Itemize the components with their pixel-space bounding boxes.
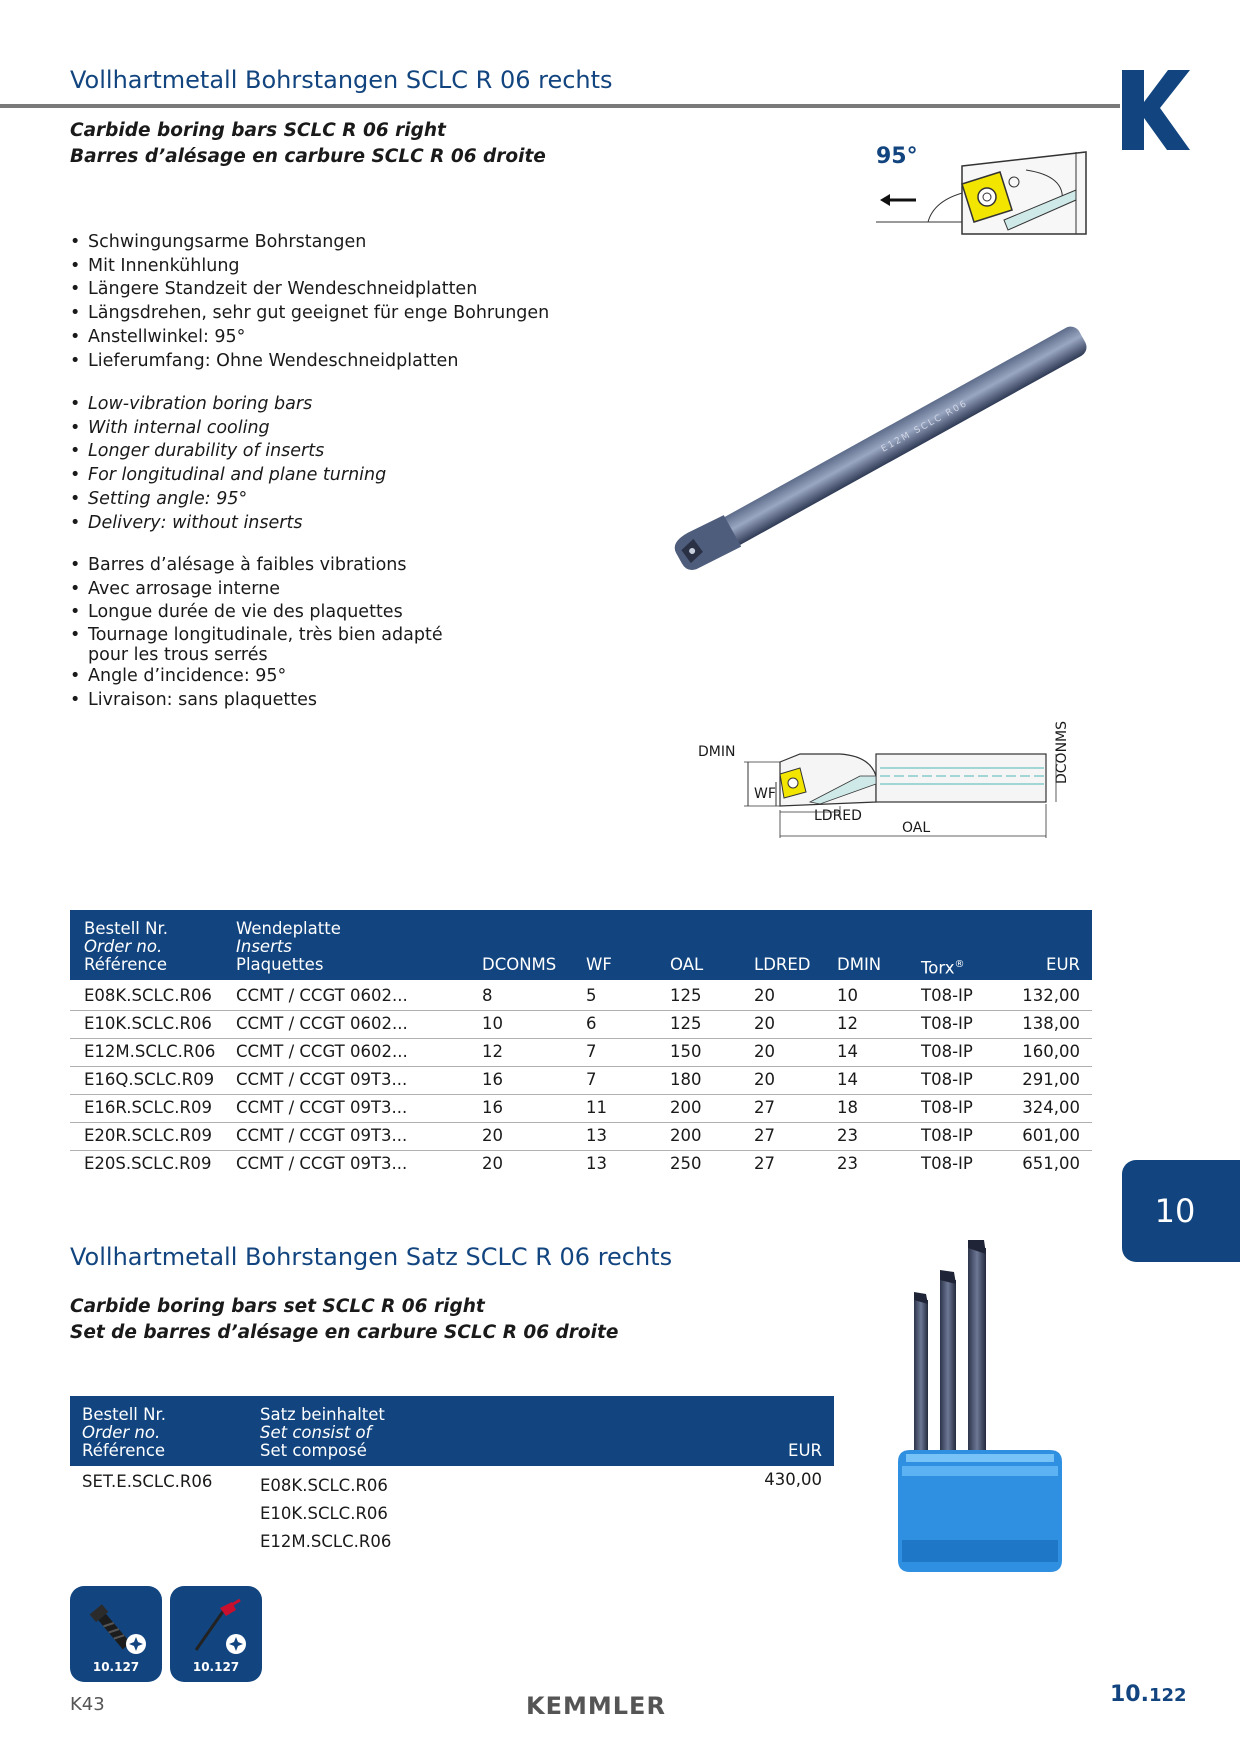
header-dconms: DCONMS <box>482 955 557 974</box>
footer-code: K43 <box>70 1694 105 1715</box>
cell-eur: 324,00 <box>1022 1098 1080 1117</box>
cell-dmin: 12 <box>837 1014 858 1033</box>
list-item: • Längere Standzeit der Wendeschneidplatten <box>70 278 549 302</box>
cell-torx: T08-IP <box>921 986 973 1005</box>
header-order-de: Bestell Nr. <box>84 919 168 938</box>
cell-torx: T08-IP <box>921 1098 973 1117</box>
cell-dmin: 14 <box>837 1042 858 1061</box>
subtitle-fr: Barres d’alésage en carbure SCLC R 06 droite <box>70 146 546 167</box>
set-header-set-de: Satz beinhaltet <box>260 1405 385 1424</box>
header-insert-en: Inserts <box>236 937 292 956</box>
dim-label-wf: WF <box>754 786 776 802</box>
list-item: • Barres d’alésage à faibles vibrations <box>70 554 443 578</box>
header-order-fr: Référence <box>84 955 168 974</box>
table-row <box>70 1150 1092 1178</box>
kemmler-k-logo <box>1122 70 1190 150</box>
list-item: • For longitudinal and plane turning <box>70 464 386 488</box>
dim-label-ldred: LDRED <box>814 808 862 824</box>
cell-torx: T08-IP <box>921 1014 973 1033</box>
cell-wf: 7 <box>586 1070 597 1089</box>
cell-dconms: 8 <box>482 986 493 1005</box>
cell-oal: 200 <box>670 1126 702 1145</box>
cell-insert: CCMT / CCGT 09T3... <box>236 1098 408 1117</box>
badge-label: 10.127 <box>92 1660 140 1674</box>
cell-insert: CCMT / CCGT 0602... <box>236 1014 408 1033</box>
list-item: • Livraison: sans plaquettes <box>70 689 443 713</box>
cell-dconms: 16 <box>482 1070 503 1089</box>
dim-label-dmin: DMIN <box>698 744 736 760</box>
cell-torx: T08-IP <box>921 1070 973 1089</box>
cell-insert: CCMT / CCGT 09T3... <box>236 1126 408 1145</box>
list-item: E10K.SCLC.R06 <box>260 1504 388 1523</box>
table-row <box>70 1010 1092 1039</box>
cell-ldred: 27 <box>754 1126 775 1145</box>
cell-order: E08K.SCLC.R06 <box>84 986 212 1005</box>
dimension-diagram <box>740 740 1080 840</box>
list-item: • Lieferumfang: Ohne Wendeschneidplatten <box>70 350 549 374</box>
list-item: • Setting angle: 95° <box>70 488 386 512</box>
page-title: Vollhartmetall Bohrstangen SCLC R 06 rechts <box>70 66 613 94</box>
cell-ldred: 20 <box>754 986 775 1005</box>
cell-insert: CCMT / CCGT 0602... <box>236 986 408 1005</box>
header-eur: EUR <box>1046 955 1080 974</box>
accessory-badge-key[interactable] <box>170 1586 262 1682</box>
header-ldred: LDRED <box>754 955 811 974</box>
cell-ldred: 27 <box>754 1154 775 1173</box>
table-row <box>70 1038 1092 1067</box>
list-item: • Longue durée de vie des plaquettes <box>70 601 443 625</box>
header-torx-label: Torx <box>921 958 955 978</box>
cell-dmin: 18 <box>837 1098 858 1117</box>
cell-torx: T08-IP <box>921 1126 973 1145</box>
cell-dconms: 10 <box>482 1014 503 1033</box>
cell-eur: 160,00 <box>1022 1042 1080 1061</box>
list-item: • With internal cooling <box>70 417 386 441</box>
cell-eur: 651,00 <box>1022 1154 1080 1173</box>
cell-order: E16R.SCLC.R09 <box>84 1098 212 1117</box>
boring-bar-set-image <box>880 1240 1080 1580</box>
cell-wf: 7 <box>586 1042 597 1061</box>
cell-oal: 200 <box>670 1098 702 1117</box>
table-row <box>70 1066 1092 1095</box>
cell-ldred: 20 <box>754 1014 775 1033</box>
cell-oal: 125 <box>670 986 702 1005</box>
list-item: E08K.SCLC.R06 <box>260 1476 388 1495</box>
set-header-order-en: Order no. <box>82 1423 161 1442</box>
page-number-prefix: 10. <box>1110 1682 1149 1707</box>
list-item: • Avec arrosage interne <box>70 578 443 602</box>
dim-label-dconms: DCONMS <box>1054 720 1070 784</box>
cell-wf: 5 <box>586 986 597 1005</box>
cell-dconms: 16 <box>482 1098 503 1117</box>
header-torx-reg: ® <box>954 959 965 970</box>
cell-wf: 13 <box>586 1154 607 1173</box>
features-en-list <box>70 393 386 535</box>
list-item: • Schwingungsarme Bohrstangen <box>70 231 549 255</box>
cell-order: E12M.SCLC.R06 <box>84 1042 216 1061</box>
header-dmin: DMIN <box>837 955 882 974</box>
cell-ldred: 27 <box>754 1098 775 1117</box>
cell-order: E20S.SCLC.R09 <box>84 1154 212 1173</box>
dim-label-oal: OAL <box>902 820 931 836</box>
cell-wf: 6 <box>586 1014 597 1033</box>
accessory-badge-screw[interactable] <box>70 1586 162 1682</box>
cell-order: E20R.SCLC.R09 <box>84 1126 212 1145</box>
angle-label: 95° <box>876 144 918 169</box>
header-torx <box>921 955 964 978</box>
page-number <box>1110 1682 1187 1707</box>
header-order-en: Order no. <box>84 937 163 956</box>
set-header-set-fr: Set composé <box>260 1441 367 1460</box>
cell-dmin: 10 <box>837 986 858 1005</box>
cell-insert: CCMT / CCGT 0602... <box>236 1042 408 1061</box>
cell-wf: 13 <box>586 1126 607 1145</box>
set-section-title: Vollhartmetall Bohrstangen Satz SCLC R 06 rechts <box>70 1243 673 1271</box>
cell-eur: 601,00 <box>1022 1126 1080 1145</box>
list-item: • Längsdrehen, sehr gut geeignet für enge Bohrungen <box>70 302 549 326</box>
cell-torx: T08-IP <box>921 1042 973 1061</box>
svg-text:E12M SCLC R06: E12M SCLC R06 <box>879 398 970 455</box>
insert-angle-diagram <box>876 146 1096 238</box>
list-item: • Tournage longitudinale, très bien adapté <box>70 625 443 646</box>
header-insert-de: Wendeplatte <box>236 919 341 938</box>
cell-dmin: 23 <box>837 1154 858 1173</box>
set-header-order-de: Bestell Nr. <box>82 1405 166 1424</box>
set-table-header <box>70 1396 834 1466</box>
cell-oal: 250 <box>670 1154 702 1173</box>
header-rule <box>0 104 1120 108</box>
cell-ldred: 20 <box>754 1070 775 1089</box>
product-table-header <box>70 910 1092 980</box>
cell-oal: 180 <box>670 1070 702 1089</box>
header-insert-fr: Plaquettes <box>236 955 324 974</box>
table-row <box>70 1094 1092 1123</box>
cell-insert: CCMT / CCGT 09T3... <box>236 1070 408 1089</box>
table-row <box>70 982 1092 1011</box>
list-item: E12M.SCLC.R06 <box>260 1532 392 1551</box>
boring-bar-image <box>660 320 1100 580</box>
cell-oal: 150 <box>670 1042 702 1061</box>
set-items-list <box>260 1472 391 1556</box>
cell-dconms: 20 <box>482 1126 503 1145</box>
cell-oal: 125 <box>670 1014 702 1033</box>
set-subtitle-en: Carbide boring bars set SCLC R 06 right <box>70 1296 485 1317</box>
set-header-set-en: Set consist of <box>260 1423 372 1442</box>
set-header-eur: EUR <box>788 1441 822 1460</box>
set-order-no: SET.E.SCLC.R06 <box>82 1472 213 1491</box>
cell-torx: T08-IP <box>921 1154 973 1173</box>
cell-dmin: 23 <box>837 1126 858 1145</box>
cell-eur: 291,00 <box>1022 1070 1080 1089</box>
cell-dmin: 14 <box>837 1070 858 1089</box>
header-wf: WF <box>586 955 612 974</box>
header-oal: OAL <box>670 955 704 974</box>
set-subtitle-fr: Set de barres d’alésage en carbure SCLC R 06 droite <box>70 1322 619 1343</box>
page-number-value: 122 <box>1148 1685 1187 1706</box>
list-item: • Mit Innenkühlung <box>70 255 549 279</box>
cell-eur: 138,00 <box>1022 1014 1080 1033</box>
set-header-order-fr: Référence <box>82 1441 166 1460</box>
cell-order: E10K.SCLC.R06 <box>84 1014 212 1033</box>
set-price: 430,00 <box>764 1470 822 1489</box>
list-item-continuation: pour les trous serrés <box>88 645 268 666</box>
list-item: • Delivery: without inserts <box>70 512 386 536</box>
cell-order: E16Q.SCLC.R09 <box>84 1070 215 1089</box>
chapter-tab[interactable]: 10 <box>1122 1160 1240 1262</box>
table-row <box>70 1122 1092 1151</box>
footer-brand: KEMMLER <box>526 1692 666 1720</box>
features-fr-list <box>70 554 443 713</box>
cell-insert: CCMT / CCGT 09T3... <box>236 1154 408 1173</box>
list-item: • Low-vibration boring bars <box>70 393 386 417</box>
cell-eur: 132,00 <box>1022 986 1080 1005</box>
list-item: • Angle d’incidence: 95° <box>70 665 443 689</box>
cell-dconms: 20 <box>482 1154 503 1173</box>
cell-dconms: 12 <box>482 1042 503 1061</box>
features-de-list <box>70 231 549 373</box>
list-item: • Longer durability of inserts <box>70 440 386 464</box>
cell-wf: 11 <box>586 1098 607 1117</box>
list-item: • Anstellwinkel: 95° <box>70 326 549 350</box>
badge-label: 10.127 <box>192 1660 240 1674</box>
subtitle-en: Carbide boring bars SCLC R 06 right <box>70 120 446 141</box>
cell-ldred: 20 <box>754 1042 775 1061</box>
